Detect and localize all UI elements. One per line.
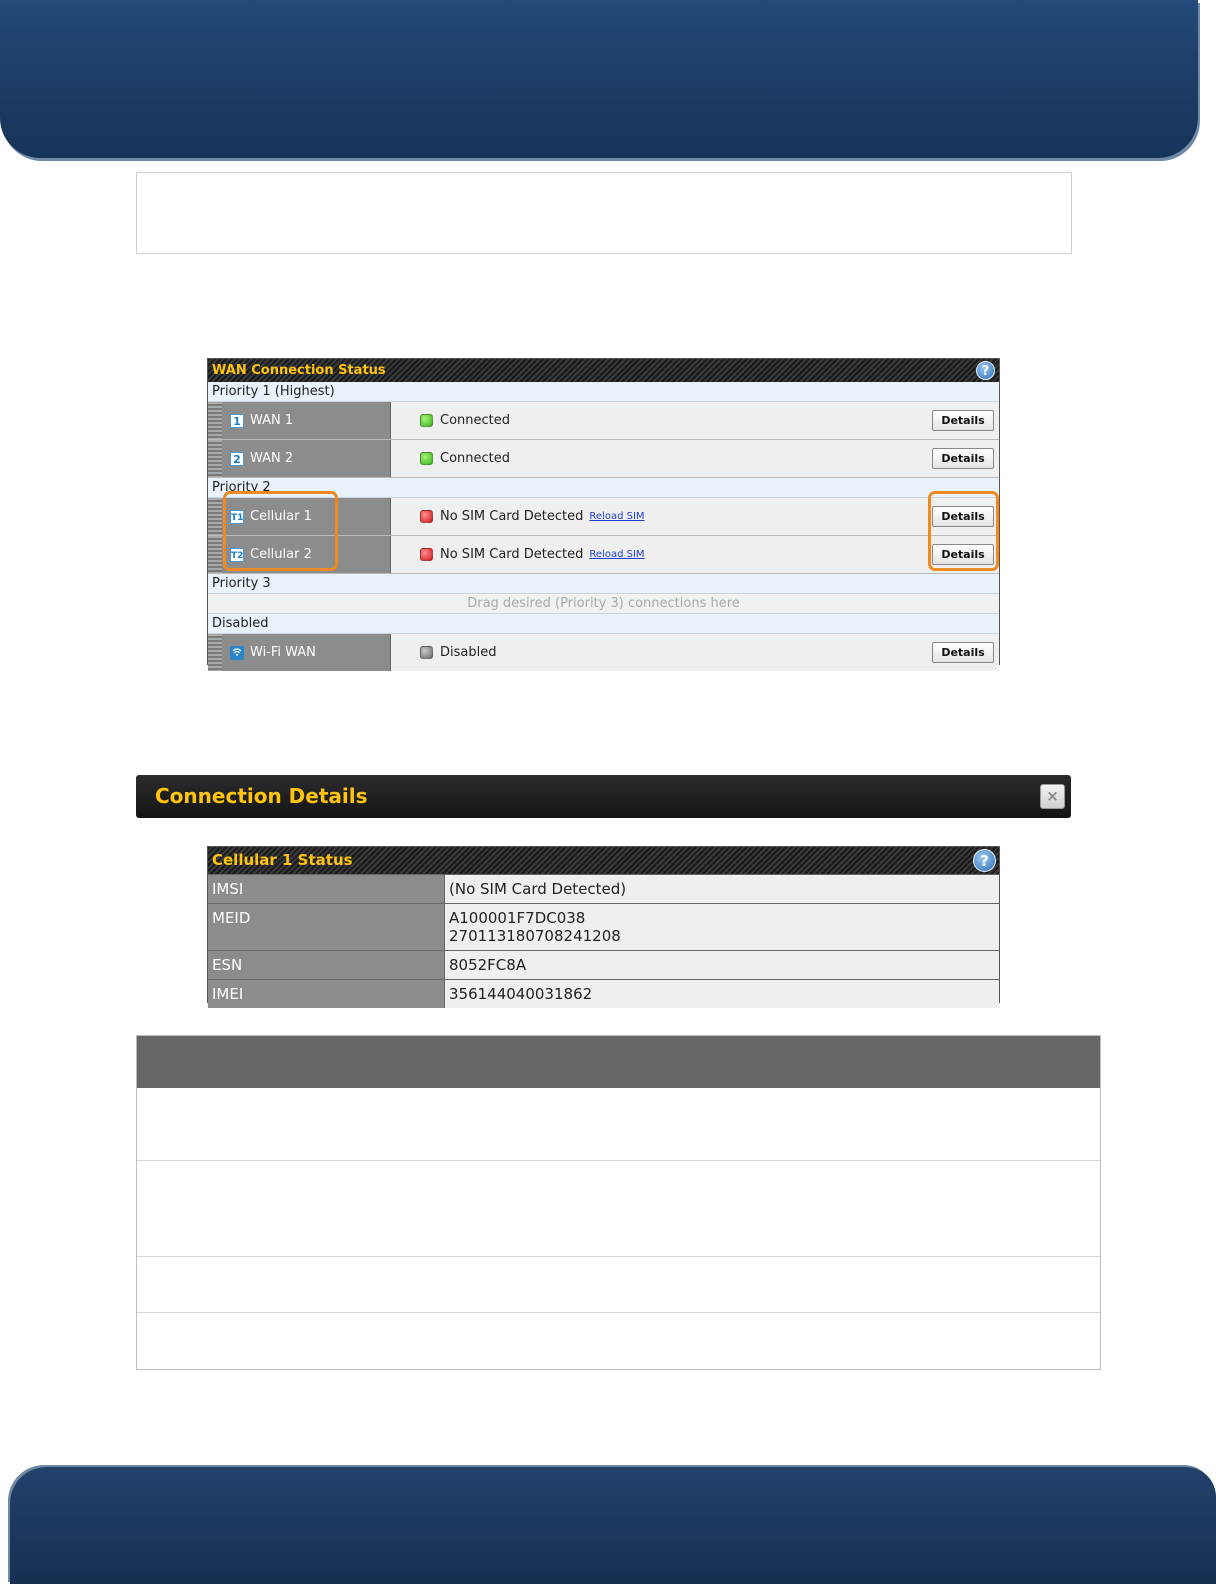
drag-handle[interactable] [208,402,222,439]
status-led-icon [420,452,433,465]
table-header [137,1036,1100,1088]
help-icon[interactable]: ? [976,361,995,380]
details-button[interactable]: Details [932,410,994,431]
meid-hex-value: A100001F7DC038 [449,909,586,927]
field-label: MEID [208,904,445,950]
drag-handle[interactable] [208,536,222,573]
connection-status-cell [391,498,999,535]
note-box [136,172,1072,254]
connection-label: Cellular 1 [250,509,312,524]
connection-status-cell [391,402,999,439]
field-value: 356144040031862 [445,980,999,1008]
cellular-status-title [208,847,999,874]
imsi-row [208,874,999,903]
wan-number-icon: 1 [230,414,244,428]
connection-label: Cellular 2 [250,547,312,562]
status-text: Connected [440,413,511,428]
description-table [136,1035,1101,1370]
help-icon[interactable]: ? [973,849,996,872]
status-text: Connected [440,451,511,466]
connection-row-wan1 [208,402,999,440]
priority-2-header: Priority 2 [208,478,999,498]
field-label: IMSI [208,875,445,903]
details-button[interactable]: Details [932,544,994,565]
details-buttons-highlight [928,491,999,571]
field-value [445,904,999,950]
field-label: IMEI [208,980,445,1008]
details-button[interactable]: Details [932,506,994,527]
wifi-icon [230,646,244,660]
page-header-band [0,0,1198,158]
cellular-status-title-text: Cellular 1 Status [212,851,353,869]
drop-zone[interactable]: Drag desired (Priority 3) connections here [208,594,999,614]
cellular-status-panel [207,846,1000,1003]
disabled-group-header: Disabled [208,614,999,634]
status-led-icon [420,548,433,561]
drag-handle[interactable] [208,634,222,671]
table-row [137,1256,1100,1312]
status-text: No SIM Card Detected [440,547,584,562]
connection-name-cell[interactable] [208,634,391,671]
esn-row [208,950,999,979]
connection-label: WAN 1 [250,413,294,428]
wan-number-icon: 2 [230,452,244,466]
priority-1-header: Priority 1 (Highest) [208,382,999,402]
drag-handle[interactable] [208,498,222,535]
close-icon[interactable]: × [1040,784,1065,809]
details-button[interactable]: Details [932,642,994,663]
status-text: No SIM Card Detected [440,509,584,524]
field-value: 8052FC8A [445,951,999,979]
cellular-names-highlight [223,491,338,571]
connection-status-cell [391,634,999,671]
connection-details-title: Connection Details [155,784,368,808]
connection-status-cell [391,536,999,573]
connection-row-wan2 [208,440,999,478]
imei-row [208,979,999,1008]
details-button[interactable]: Details [932,448,994,469]
status-led-icon [420,510,433,523]
meid-dec-value: 270113180708241208 [449,927,621,945]
table-row [137,1312,1100,1370]
status-led-icon [420,414,433,427]
field-value: (No SIM Card Detected) [445,875,999,903]
reload-sim-link[interactable]: Reload SIM [589,549,645,560]
page-footer-band [10,1467,1216,1584]
table-row [137,1088,1100,1160]
connection-name-cell[interactable] [208,402,391,439]
cellular-number-icon: T1 [230,510,244,524]
connection-status-cell [391,440,999,477]
drag-handle[interactable] [208,440,222,477]
reload-sim-link[interactable]: Reload SIM [589,511,645,522]
field-label: ESN [208,951,445,979]
status-text: Disabled [440,645,497,660]
connection-label: WAN 2 [250,451,294,466]
status-led-icon [420,646,433,659]
connection-details-bar [136,775,1071,818]
meid-row [208,903,999,950]
connection-name-cell[interactable] [208,440,391,477]
priority-3-header: Priority 3 [208,574,999,594]
connection-row-wifi-wan [208,634,999,671]
table-row [137,1160,1100,1256]
wan-panel-title [208,359,999,382]
connection-label: Wi-Fi WAN [250,645,316,660]
wan-panel-title-text: WAN Connection Status [212,363,386,378]
cellular-number-icon: T2 [230,548,244,562]
